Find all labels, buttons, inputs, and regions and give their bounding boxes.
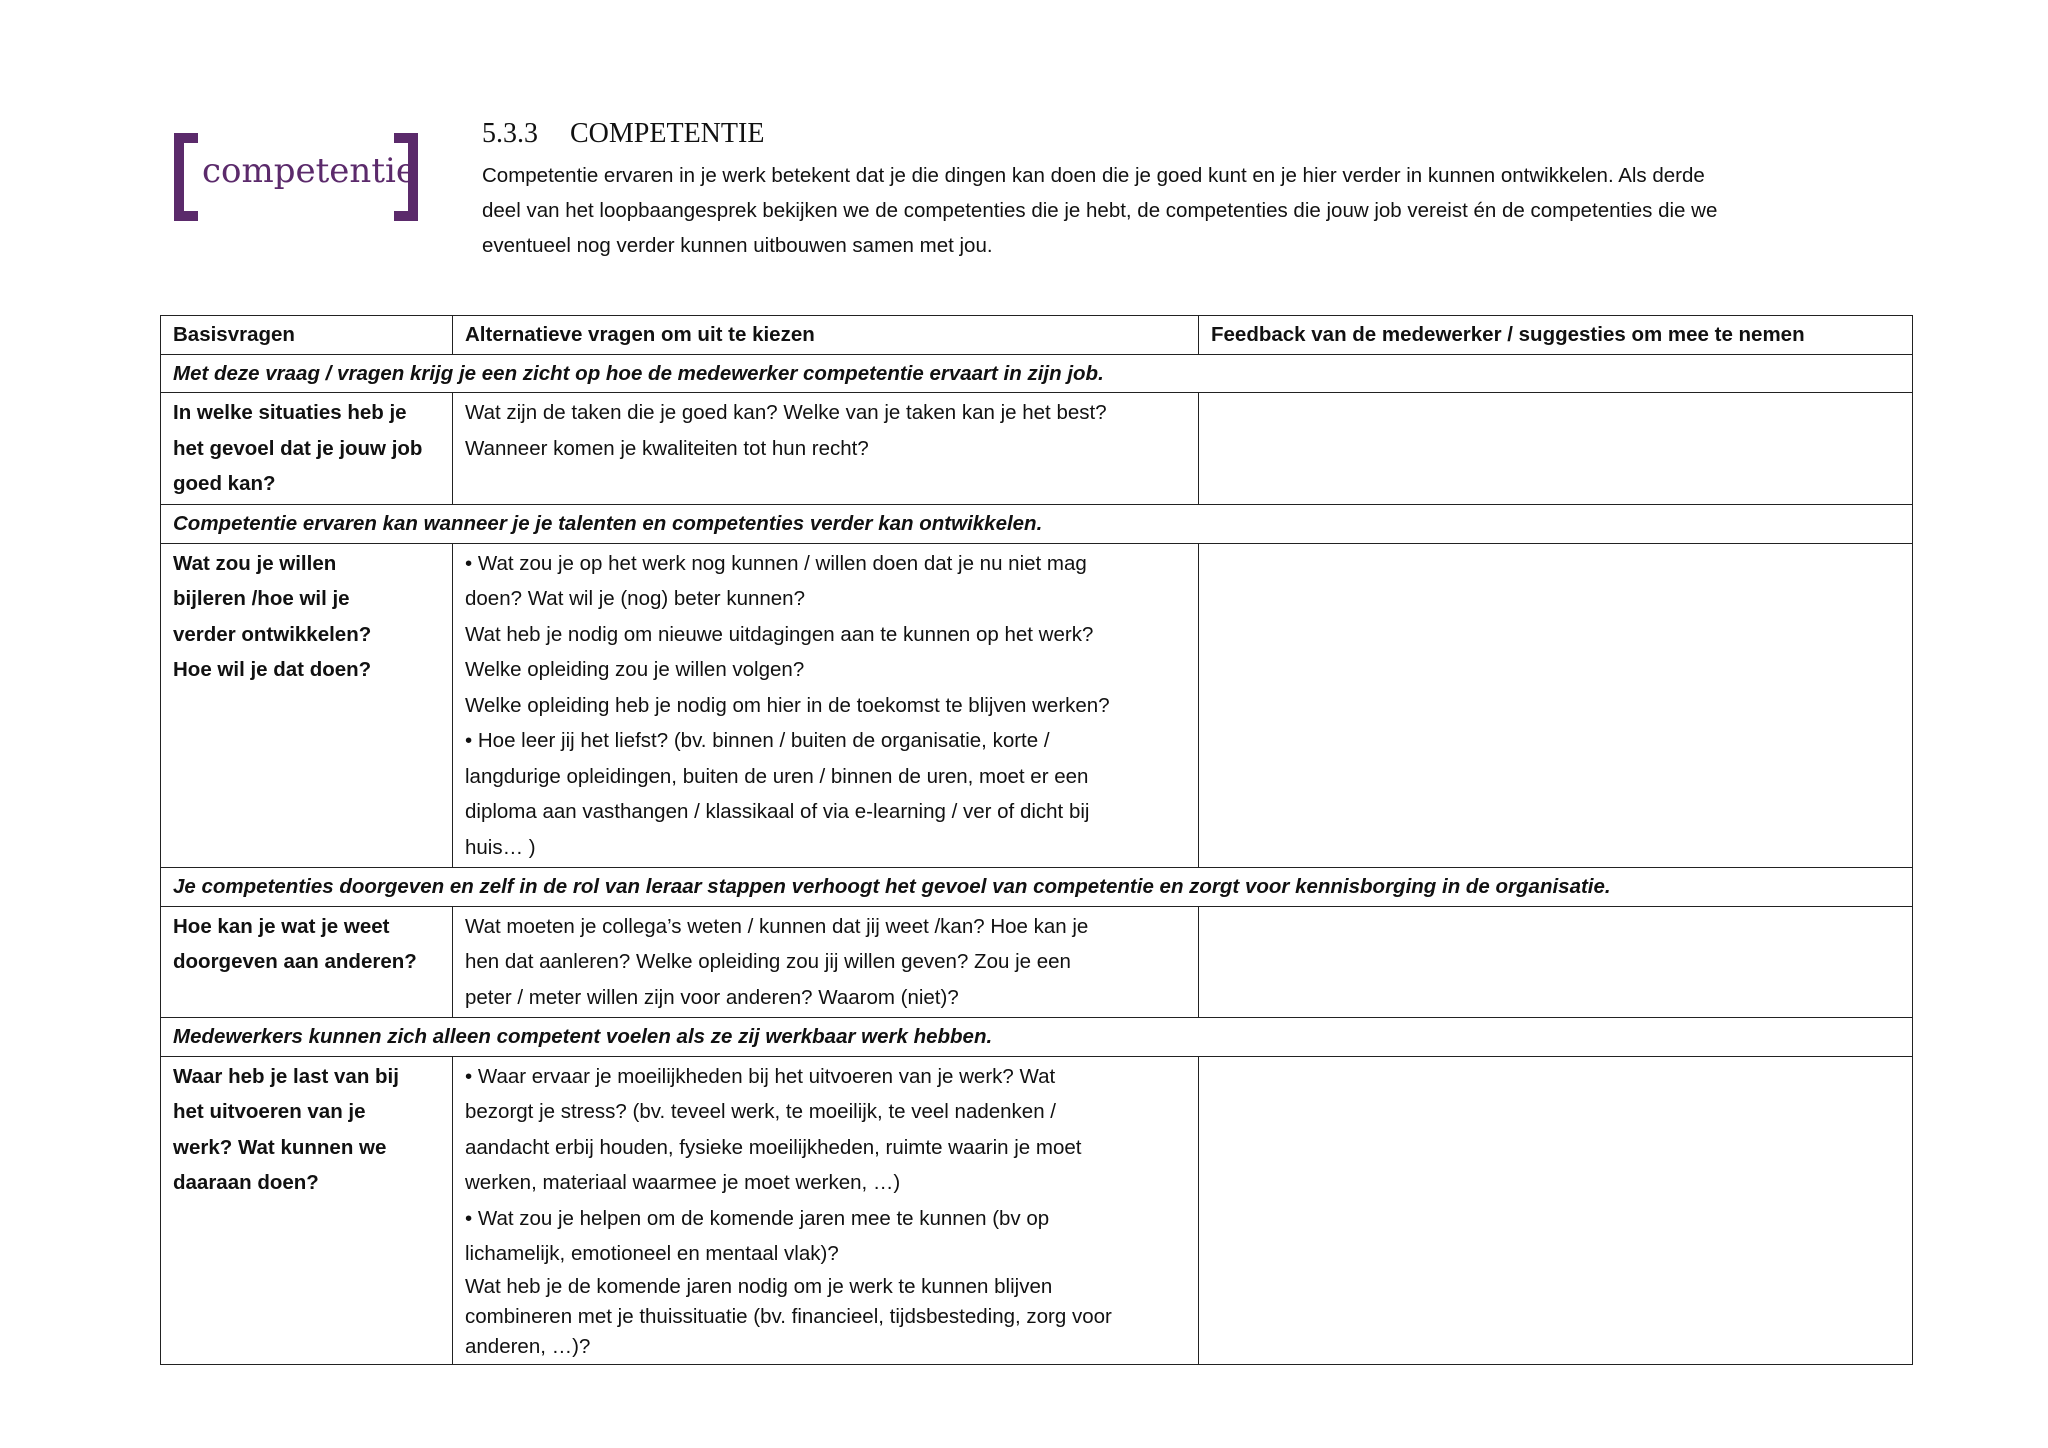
alt-line: • Wat zou je helpen om de komende jaren mee te kunnen (bv op: [465, 1206, 1050, 1230]
table-row: [161, 543, 1913, 868]
competence-question-table: [160, 315, 1913, 1365]
section-heading: [482, 118, 764, 150]
alternative-questions: [453, 906, 1199, 1018]
table-row: [161, 393, 1913, 505]
alt-line: aandacht erbij houden, fysieke moeilijkheden, ruimte waarin je moet: [465, 1135, 1082, 1159]
question-line: het gevoel dat je jouw job: [173, 436, 423, 460]
table-row: [161, 868, 1913, 907]
alt-line: peter / meter willen zijn voor anderen? Waarom (niet)?: [465, 985, 959, 1009]
question-line: Hoe kan je wat je weet: [173, 914, 390, 938]
question-line: daaraan doen?: [173, 1171, 319, 1194]
section-number: 5.3.3: [482, 118, 538, 149]
table-row: [161, 505, 1913, 544]
section-intro: Competentie ervaren kan wanneer je je talenten en competenties verder kan ontwikkelen.: [161, 505, 1913, 544]
alt-line: • Hoe leer jij het liefst? (bv. binnen / buiten de organisatie, korte /: [465, 729, 1050, 752]
intro-line: Competentie ervaren in je werk betekent dat je die dingen kan doen die je goed kunt en je hier verder in kunnen ontwikkelen. Als derde: [482, 164, 1705, 187]
question-line: doorgeven aan anderen?: [173, 950, 417, 973]
alt-line: Welke opleiding heb je nodig om hier in de toekomst te blijven werken?: [465, 693, 1110, 717]
alt-line: diploma aan vasthangen / klassikaal of via e-learning / ver of dicht bij: [465, 800, 1090, 823]
header-basisvragen: Basisvragen: [161, 316, 453, 355]
alternative-questions: [453, 1056, 1199, 1364]
question-line: Wat zou je willen: [173, 551, 337, 575]
question-line: het uitvoeren van je: [173, 1100, 366, 1123]
feedback-cell[interactable]: [1199, 1056, 1913, 1364]
intro-line: eventueel nog verder kunnen uitbouwen samen met jou.: [482, 234, 993, 257]
table-header-row: [161, 316, 1913, 355]
logo-bracket-left: [174, 133, 198, 221]
question-line: verder ontwikkelen?: [173, 622, 372, 646]
question-line: goed kan?: [173, 472, 276, 495]
alt-line: doen? Wat wil je (nog) beter kunnen?: [465, 587, 805, 610]
feedback-cell[interactable]: [1199, 393, 1913, 505]
intro-line: deel van het loopbaangesprek bekijken we de competenties die je hebt, de competenties die jouw job vereist én de competenties die we: [482, 199, 1718, 222]
alt-tight-block: [465, 1272, 1186, 1362]
alt-line: Wat moeten je collega’s weten / kunnen dat jij weet /kan? Hoe kan je: [465, 914, 1089, 938]
alt-line: • Waar ervaar je moeilijkheden bij het uitvoeren van je werk? Wat: [465, 1064, 1056, 1088]
alt-line: combineren met je thuissituatie (bv. financieel, tijdsbesteding, zorg voor: [465, 1304, 1112, 1328]
alt-line: werken, materiaal waarmee je moet werken, …): [465, 1171, 901, 1194]
alt-line: • Wat zou je op het werk nog kunnen / willen doen dat je nu niet mag: [465, 551, 1087, 575]
alt-line: lichamelijk, emotioneel en mentaal vlak)?: [465, 1242, 839, 1265]
intro-paragraph: [482, 158, 1872, 263]
alt-line: Wat heb je de komende jaren nodig om je werk te kunnen blijven: [465, 1274, 1053, 1298]
alt-line: Wat zijn de taken die je goed kan? Welke van je taken kan je het best?: [465, 401, 1107, 424]
alternative-questions: [453, 393, 1199, 505]
section-intro: Met deze vraag / vragen krijg je een zicht op hoe de medewerker competentie ervaart in zijn job.: [161, 354, 1913, 393]
alt-line: Wat heb je nodig om nieuwe uitdagingen aan te kunnen op het werk?: [465, 622, 1094, 646]
competentie-logo: [174, 133, 418, 225]
question-line: bijleren /hoe wil je: [173, 587, 350, 610]
table-row: [161, 354, 1913, 393]
alt-line: Welke opleiding zou je willen volgen?: [465, 658, 805, 681]
logo-word: competentie: [202, 151, 416, 191]
alt-line: bezorgt je stress? (bv. teveel werk, te moeilijk, te veel nadenken /: [465, 1100, 1056, 1123]
question-line: Waar heb je last van bij: [173, 1064, 399, 1088]
header-feedback: Feedback van de medewerker / suggesties om mee te nemen: [1199, 316, 1913, 355]
alt-line: anderen, …)?: [465, 1334, 591, 1358]
section-intro: Je competenties doorgeven en zelf in de rol van leraar stappen verhoogt het gevoel van competentie en zorgt voor kennisborging in de organisatie.: [161, 868, 1913, 907]
feedback-cell[interactable]: [1199, 906, 1913, 1018]
alt-line: Wanneer komen je kwaliteiten tot hun recht?: [465, 436, 869, 460]
table-row: [161, 906, 1913, 1018]
alt-line: huis… ): [465, 835, 536, 859]
table-row: [161, 1018, 1913, 1057]
table-row: [161, 1056, 1913, 1364]
header-alternatieve-vragen: Alternatieve vragen om uit te kiezen: [453, 316, 1199, 355]
section-title: COMPETENTIE: [570, 118, 765, 149]
question-line: In welke situaties heb je: [173, 401, 407, 424]
section-intro: Medewerkers kunnen zich alleen competent voelen als ze zij werkbaar werk hebben.: [161, 1018, 1913, 1057]
alternative-questions: [453, 543, 1199, 868]
basic-question: [161, 543, 453, 868]
question-line: Hoe wil je dat doen?: [173, 658, 372, 681]
alt-line: langdurige opleidingen, buiten de uren / binnen de uren, moet er een: [465, 764, 1089, 788]
question-line: werk? Wat kunnen we: [173, 1135, 387, 1159]
alt-line: hen dat aanleren? Welke opleiding zou jij willen geven? Zou je een: [465, 950, 1071, 973]
basic-question: [161, 1056, 453, 1364]
feedback-cell[interactable]: [1199, 543, 1913, 868]
logo-bracket-right: [394, 133, 418, 221]
basic-question: [161, 906, 453, 1018]
basic-question: [161, 393, 453, 505]
